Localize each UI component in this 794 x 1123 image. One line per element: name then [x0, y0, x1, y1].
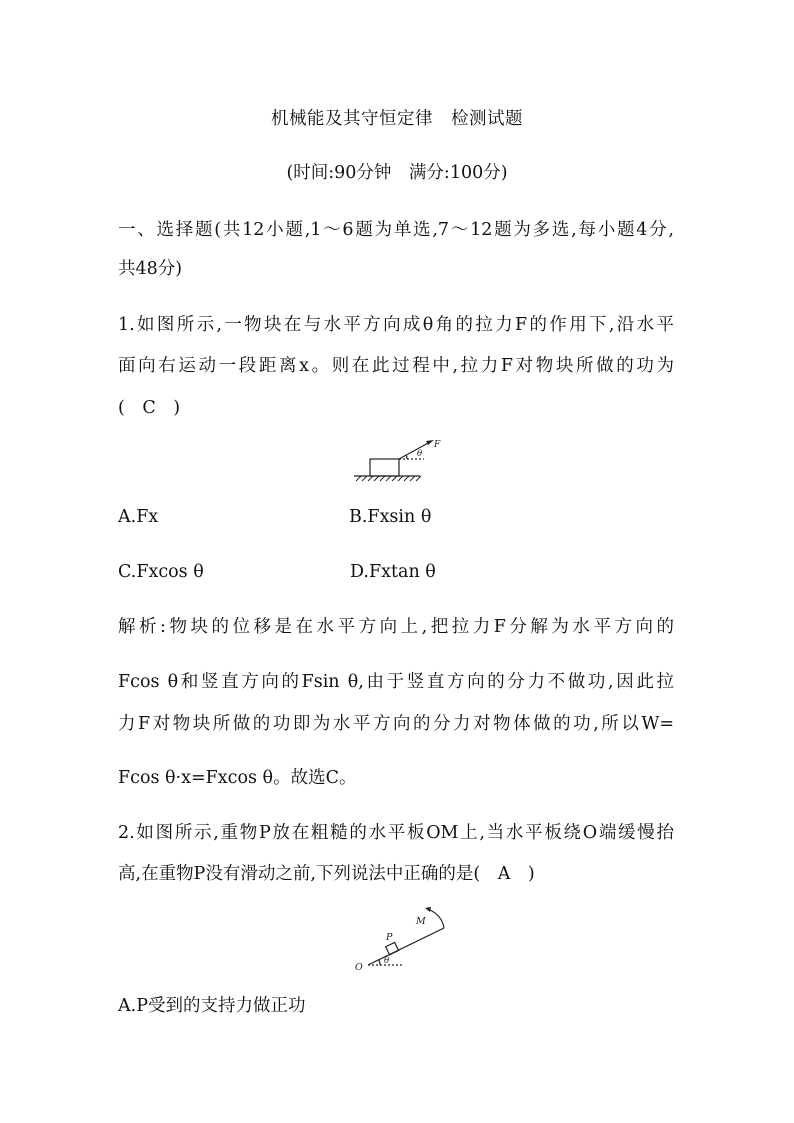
- exam-info: (时间:90分钟 满分:100分): [286, 163, 508, 183]
- q1-solution-cont-2: 力F对物块所做的功即为水平方向的分力对物体做的功,所以W=: [118, 714, 674, 734]
- q1-figure: [350, 434, 441, 484]
- q2-figure: [350, 905, 450, 973]
- q2-stem: 2.如图所示,重物P放在粗糙的水平板OM上,当水平板绕O端缓慢抬: [118, 823, 674, 843]
- q2-option-a: A.P受到的支持力做正功: [118, 996, 306, 1016]
- q1-answer: ( C ): [118, 398, 181, 418]
- section-heading: 一、选择题(共12小题,1～6题为单选,7～12题为多选,每小题4分,: [118, 220, 674, 240]
- q2-stem-cont: 高,在重物P没有滑动之前,下列说法中正确的是( A ): [118, 864, 535, 884]
- q1-option-row-2: [118, 560, 436, 584]
- q1-option-row-1: [118, 505, 432, 529]
- q2-angle-label: θ: [384, 956, 390, 966]
- q2-o-label: O: [355, 962, 363, 973]
- q1-option-b: B.Fxsin θ: [349, 507, 432, 527]
- q1-solution: 解析:物块的位移是在水平方向上,把拉力F分解为水平方向的: [118, 617, 674, 637]
- q2-p-label: P: [386, 932, 393, 943]
- q2-m-label: M: [416, 916, 426, 927]
- q1-stem-cont: 面向右运动一段距离x。则在此过程中,拉力F对物块所做的功为: [118, 356, 674, 376]
- section-heading-cont: 共48分): [118, 259, 183, 279]
- q1-solution-cont-3: Fcos θ·x=Fxcos θ。故选C。: [118, 768, 357, 788]
- q1-angle-label: θ: [417, 449, 423, 459]
- q1-option-d: D.Fxtan θ: [350, 562, 436, 582]
- q1-option-c: C.Fxcos θ: [118, 562, 204, 582]
- q1-stem: 1.如图所示,一物块在与水平方向成θ角的拉力F的作用下,沿水平: [118, 315, 674, 335]
- q1-force-label: F: [434, 440, 441, 450]
- q1-solution-cont-1: Fcos θ和竖直方向的Fsin θ,由于竖直方向的分力不做功,因此拉: [118, 672, 674, 692]
- page-title: 机械能及其守恒定律 检测试题: [271, 109, 523, 129]
- q1-option-a: A.Fx: [118, 507, 159, 527]
